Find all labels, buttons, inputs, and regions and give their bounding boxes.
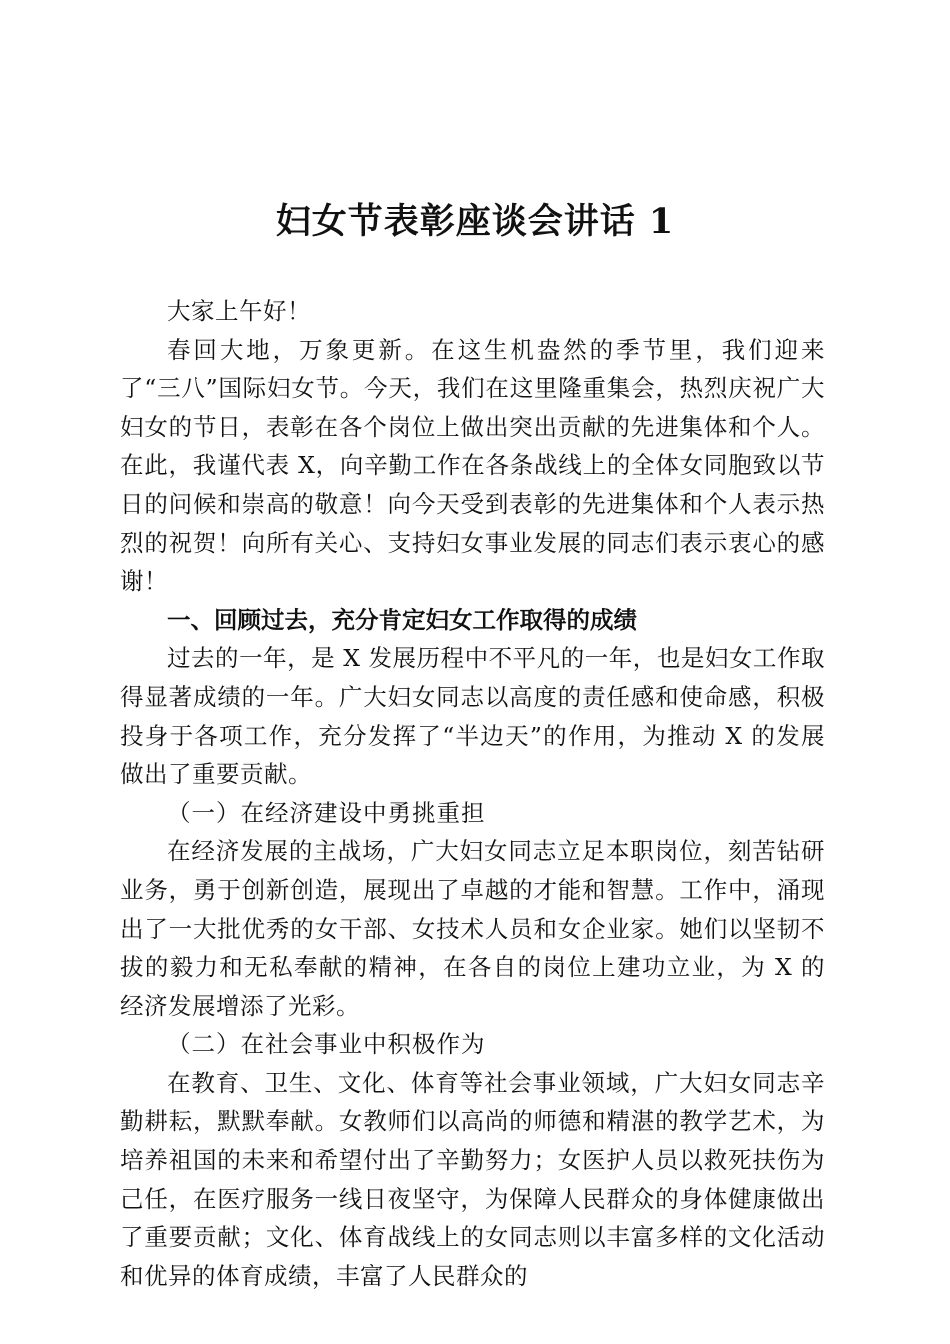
document-body <box>120 292 825 1295</box>
intro-paragraph: 春回大地，万象更新。在这生机盎然的季节里，我们迎来了“三八”国际妇女节。今天，我们在这里隆重集会，热烈庆祝广大妇女的节日，表彰在各个岗位上做出突出贡献的先进集体和个人。在此，我谨代表 X，向辛勤工作在各条战线上的全体女同胞致以节日的问候和崇高的敬意！向今天受到表彰的先进集体和个人表示热烈的祝贺！向所有关心、支持妇女事业发展的同志们表示衷心的感谢！ <box>120 335 825 596</box>
subsection-1-paragraph: 在经济发展的主战场，广大妇女同志立足本职岗位，刻苦钻研业务，勇于创新创造，展现出了卓越的才能和智慧。工作中，涌现出了一大批优秀的女干部、女技术人员和女企业家。她们以坚韧不拔的毅力和无私奉献的精神，在各自的岗位上建功立业，为 X 的经济发展增添了光彩。 <box>120 837 825 1020</box>
greeting-paragraph: 大家上午好！ <box>167 297 311 325</box>
subsection-2-paragraph: 在教育、卫生、文化、体育等社会事业领域，广大妇女同志辛勤耕耘，默默奉献。女教师们以高尚的师德和精湛的教学艺术，为培养祖国的未来和希望付出了辛勤努力；女医护人员以救死扶伤为己任，在医疗服务一线日夜坚守，为保障人民群众的身体健康做出了重要贡献；文化、体育战线上的女同志则以丰富多样的文化活动和优异的体育成绩，丰富了人民群众的 <box>120 1068 825 1290</box>
subsection-heading-2: （二）在社会事业中积极作为 <box>167 1030 486 1059</box>
section-heading-1: 一、回顾过去，充分肯定妇女工作取得的成绩 <box>167 605 637 634</box>
subsection-heading-1: （一）在经济建设中勇挑重担 <box>167 798 486 827</box>
document-title: 妇女节表彰座谈会讲话 1 <box>275 201 675 242</box>
section-1-paragraph: 过去的一年，是 X 发展历程中不平凡的一年，也是妇女工作取得显著成绩的一年。广大妇女同志以高度的责任感和使命感，积极投身于各项工作，充分发挥了“半边天”的作用，为推动 X 的发展做出了重要贡献。 <box>120 644 825 789</box>
